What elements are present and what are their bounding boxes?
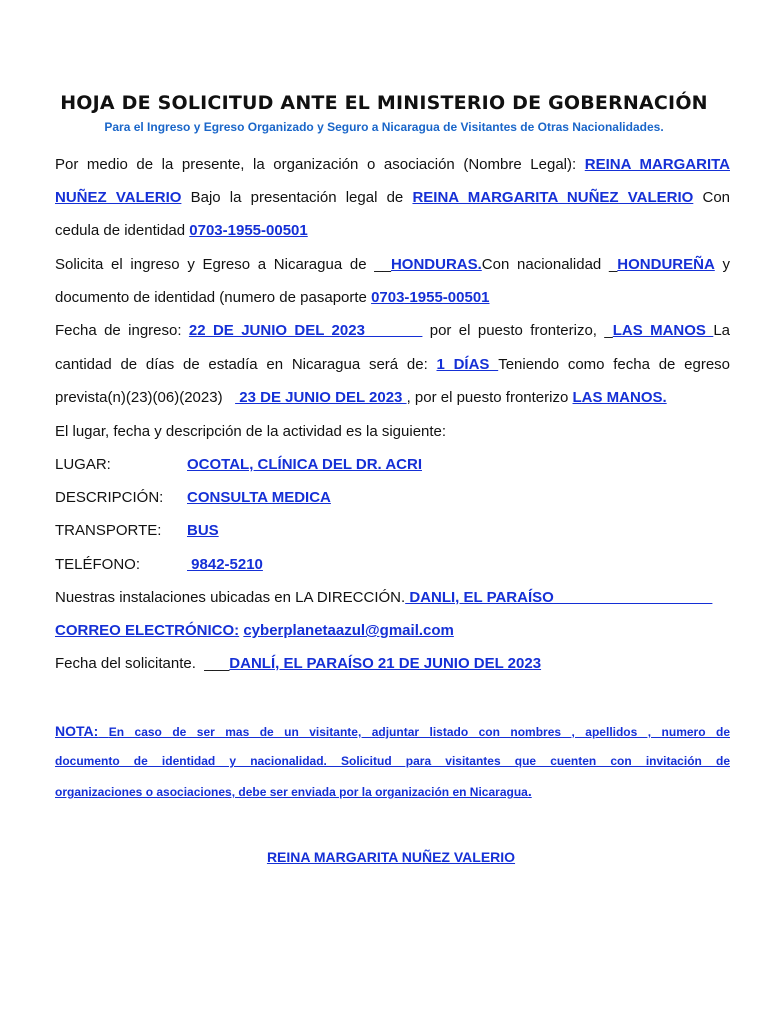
paragraph-line-4: Solicita el ingreso y Egreso a Nicaragua de __HONDURAS.Con nacionalidad _HONDUREÑA y [55,256,730,273]
signature-name: REINA MARGARITA NUÑEZ VALERIO [266,849,516,865]
nota-line-1 [55,716,730,747]
transporte-label: TRANSPORTE: [55,522,162,539]
lugar-value: OCOTAL, CLÍNICA DEL DR. ACRI [187,456,422,473]
document-subtitle: Para el Ingreso y Egreso Organizado y Seguro a Nicaragua de Visitantes de Otras Nacionalidades. [104,120,664,134]
entry-date-value: 22 DE JUNIO DEL 2023 ______ [188,322,423,339]
email-value[interactable]: cyberplanetaazul@gmail.com [243,622,454,639]
paragraph-line-1 [55,156,730,174]
planned-exit-text: prevista(n)(23)(06)(2023) [55,389,223,406]
paragraph-line-7 [55,356,730,374]
nota-text-2: documento de identidad y nacionalidad. Solicitud para visitantes que cuenten con invitación de [55,754,730,768]
nota-line-3: organizaciones o asociaciones, debe ser enviada por la organización en Nicaragua. [55,783,532,799]
transporte-value: BUS [187,522,219,539]
field-descripcion [55,489,730,507]
field-lugar [55,456,730,474]
nationality-text: Con nacionalidad [481,256,602,273]
origin-country: HONDURAS. [390,256,482,273]
address-line [55,589,730,607]
exit-border-post: LAS MANOS. [572,389,667,406]
nationality-value: HONDUREÑA [617,256,715,273]
email-label: CORREO ELECTRÓNICO: [55,622,240,639]
descripcion-label: DESCRIPCIÓN: [55,489,164,506]
nota-line-2 [55,746,730,776]
nota-text-3: organizaciones o asociaciones, debe ser enviada por la organización en Nicaragua [55,785,528,799]
entry-request-text: Solicita el ingreso y Egreso a Nicaragua de [55,256,367,273]
applicant-date-line: Fecha del solicitante. ___DANLÍ, EL PARAÍSO 21 DE JUNIO DEL 2023 [55,655,542,672]
exit-post-text: , por el puesto fronterizo [406,389,569,406]
nota-text-1: En caso de ser mas de un visitante, adjuntar listado con nombres , apellidos , numero de [108,725,730,739]
legal-rep-text: Bajo la presentación legal de [190,189,404,206]
field-telefono [55,556,730,574]
passport-value: 0703-1955-00501 [371,289,490,306]
paragraph-line-3 [55,222,730,240]
email-line [55,622,730,640]
entry-date-label: Fecha de ingreso: [55,322,182,339]
paragraph-line-9 [55,423,730,441]
org-name-first: REINA MARGARITA [584,156,730,173]
border-post-text: por el puesto fronterizo, [429,322,597,339]
cedula-text: cedula de identidad [55,222,186,239]
activity-intro: El lugar, fecha y descripción de la actividad es la siguiente: [55,423,447,440]
entry-border-post: LAS MANOS [612,322,714,339]
con-text: Con [702,189,731,206]
paragraph-line-2 [55,189,730,207]
paragraph-line-5 [55,289,730,307]
address-value: DANLI, EL PARAÍSO___________________ [405,589,713,606]
field-transporte [55,522,730,540]
descripcion-value: CONSULTA MEDICA [187,489,331,506]
passport-text: documento de identidad (numero de pasaporte [55,289,367,306]
applicant-date-text: Fecha del solicitante. [55,655,196,672]
exit-date-text: Teniendo como fecha de egreso [498,356,730,373]
paragraph-line-6: Fecha de ingreso: 22 DE JUNIO DEL 2023 ______ por el puesto fronterizo, _LAS MANOS La [55,322,731,339]
document-title: HOJA DE SOLICITUD ANTE EL MINISTERIO DE GOBERNACIÓN [60,92,708,114]
org-name-second: NUÑEZ VALERIO [55,189,182,206]
telefono-label: TELÉFONO: [55,556,141,573]
lugar-label: LUGAR: [55,456,111,473]
stay-days-text: cantidad de días de estadía en Nicaragua será de: [55,356,428,373]
cedula-value: 0703-1955-00501 [189,222,308,239]
stay-days-value: 1 DÍAS [436,356,499,373]
intro-text: Por medio de la presente, la organización o asociación (Nombre Legal): [55,156,577,173]
applicant-date-value: DANLÍ, EL PARAÍSO 21 DE JUNIO DEL 2023 [229,655,542,672]
paragraph-line-8 [55,389,730,407]
telefono-value: 9842-5210 [187,556,263,573]
nota-label: NOTA: [55,723,99,739]
legal-rep-name: REINA MARGARITA NUÑEZ VALERIO [412,189,694,206]
exit-date-value: 23 DE JUNIO DEL 2023 [235,389,407,406]
address-text: Nuestras instalaciones ubicadas en LA DIRECCIÓN. [55,589,406,606]
